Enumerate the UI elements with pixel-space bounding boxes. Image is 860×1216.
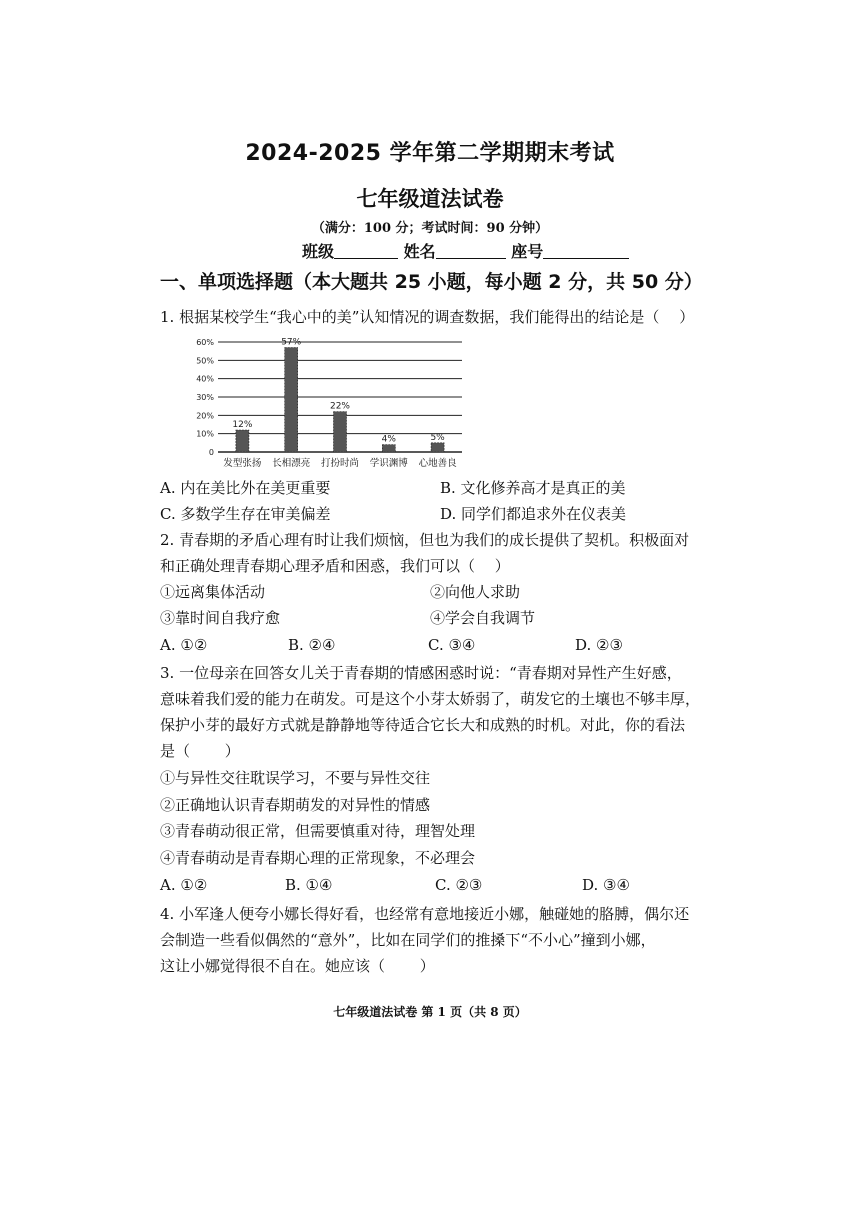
x-tick-label: 发型张扬: [223, 458, 262, 469]
y-tick-label: 60%: [196, 338, 214, 347]
q2-item-3: ③靠时间自我疗愈: [160, 609, 281, 627]
seat-blank: [543, 242, 629, 259]
y-tick-label: 40%: [196, 374, 214, 384]
q2-item-1: ①远离集体活动: [160, 583, 266, 601]
student-info-line: [302, 239, 629, 262]
section-heading: 一、单项选择题（本大题共 25 小题，每小题 2 分，共 50 分）: [160, 271, 703, 293]
x-tick-label: 长相漂亮: [272, 458, 311, 469]
q1-option-b: B. 文化修养高才是真正的美: [440, 479, 626, 497]
exam-info: （满分：100 分；考试时间：90 分钟）: [311, 221, 549, 236]
q3-item-1: ①与异性交往耽误学习，不要与异性交往: [160, 769, 431, 787]
q2-stem-line1: 2. 青春期的矛盾心理有时让我们烦恼，但也为我们的成长提供了契机。积极面对: [160, 531, 690, 549]
name-blank: [436, 242, 506, 259]
data-label: 22%: [329, 401, 351, 412]
exam-title: 2024-2025 学年第二学期期末考试: [245, 141, 615, 166]
q3-item-3: ③青春萌动很正常，但需要慎重对待，理智处理: [160, 822, 476, 840]
x-tick-label: 学识渊博: [369, 458, 408, 469]
data-label: 5%: [430, 432, 445, 443]
q3-stem-line4: 是（ ）: [160, 742, 240, 760]
q2-option-d: D. ②③: [575, 636, 623, 654]
q3-stem-line1: 3. 一位母亲在回答女儿关于青春期的情感困惑时说：“青春期对异性产生好感，: [160, 664, 682, 682]
bar: [334, 412, 347, 452]
q3-stem-line2: 意味着我们爱的能力在萌发。可是这个小芽太娇弱了，萌发它的土壤也不够丰厚，: [160, 690, 701, 708]
x-tick-label: 心地善良: [418, 458, 457, 469]
exam-subtitle: 七年级道法试卷: [356, 187, 504, 211]
data-label: 12%: [232, 420, 253, 430]
q4-stem-line3: 这让小娜觉得很不自在。她应该（ ）: [160, 957, 435, 975]
y-tick-label: 10%: [196, 429, 214, 439]
data-label: 4%: [381, 434, 396, 445]
q2-item-4: ④学会自我调节: [430, 609, 536, 627]
q2-option-b: B. ②④: [288, 636, 336, 654]
q2-option-c: C. ③④: [428, 636, 476, 654]
seat-label: 座号: [511, 242, 544, 261]
y-tick-label: 0: [208, 448, 214, 457]
bar: [431, 443, 444, 452]
data-label: 57%: [281, 337, 302, 348]
bar: [236, 430, 249, 452]
q2-stem-line2: 和正确处理青春期心理矛盾和困惑，我们可以（ ）: [160, 557, 510, 575]
q1-stem: 1. 根据某校学生“我心中的美”认知情况的调查数据，我们能得出的结论是（ ）: [160, 308, 695, 326]
y-tick-label: 20%: [196, 411, 214, 421]
q3-option-d: D. ③④: [582, 876, 630, 894]
q1-option-d: D. 同学们都追求外在仪表美: [440, 505, 627, 523]
y-tick-label: 50%: [196, 356, 214, 366]
q2-item-2: ②向他人求助: [430, 583, 521, 601]
class-label: 班级: [302, 242, 335, 261]
bar: [382, 445, 395, 452]
q1-option-c: C. 多数学生存在审美偏差: [160, 505, 331, 523]
q3-stem-line3: 保护小芽的最好方式就是静静地等待适合它长大和成熟的时机。对此，你的看法: [160, 716, 686, 734]
q4-stem-line1: 4. 小军逢人便夸小娜长得好看，也经常有意地接近小娜，触碰她的胳膊，偶尔还: [160, 905, 690, 923]
q1-option-a: A. 内在美比外在美更重要: [160, 479, 331, 497]
bar: [285, 348, 298, 453]
y-tick-label: 30%: [196, 393, 214, 402]
q3-option-a: A. ①②: [160, 876, 208, 894]
page-footer: 七年级道法试卷 第 1 页（共 8 页）: [333, 1005, 527, 1019]
name-label: 姓名: [403, 242, 436, 261]
survey-bar-chart: [180, 330, 480, 472]
x-tick-label: 打扮时尚: [320, 458, 360, 469]
q2-option-a: A. ①②: [160, 636, 208, 654]
class-blank: [334, 242, 398, 259]
q3-item-4: ④青春萌动是青春期心理的正常现象，不必理会: [160, 849, 476, 867]
q4-stem-line2: 会制造一些看似偶然的“意外”，比如在同学们的推搡下“不小心”撞到小娜，: [160, 931, 656, 949]
q3-item-2: ②正确地认识青春期萌发的对异性的情感: [160, 796, 431, 814]
q3-option-b: B. ①④: [285, 876, 333, 894]
q3-option-c: C. ②③: [435, 876, 483, 894]
